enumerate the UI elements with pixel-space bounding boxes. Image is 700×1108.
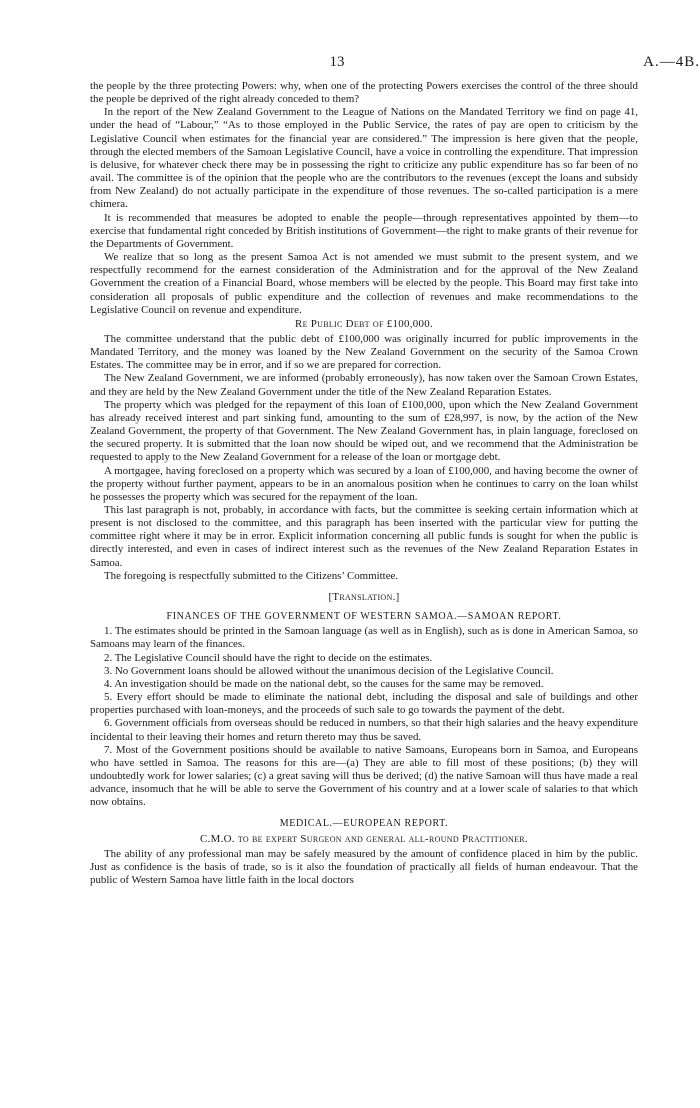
document-body [90,80,638,887]
list-item: 6. Government officials from overseas should be reduced in numbers, so that their high salaries and the heavy expenditure incidental to their leaving their homes and return thereto may thus be saved. [90,717,638,743]
list-item: 5. Every effort should be made to eliminate the national debt, including the disposal and sale of buildings and other properties purchased with loan-moneys, and the proceeds of such sale to go towards the payment of the debt. [90,691,638,717]
paragraph: In the report of the New Zealand Government to the League of Nations on the Mandated Territory we find on page 41, under the head of “Labour,” “As to those employed in the Public Service, the rates of pay are open to criticism by the Legislative Council when estimates for the financial year are considered.” The impression is here given that the people, through the elected members of the Samoan Legislative Council, have a voice in controlling the expenditure. That impression is delusive, for whatever check there may be in possessing the right to criticize any public expenditure has so far been of no avail. The committee is of the opinion that the people who are the contributors to the revenues (except the loans and subsidy from New Zealand) do not actually participate in the expenditure of those revenues. The so-called participation is a mere chimera. [90,106,638,211]
numbered-list [90,625,638,809]
paragraph: It is recommended that measures be adopted to enable the people—through representatives appointed by them—to exercise that fundamental right conceded by British institutions of Government—the right to make grants of their revenue for the Departments of Government. [90,211,638,250]
paragraph: The committee understand that the public debt of £100,000 was originally incurred for public improvements in the Mandated Territory, and the money was loaned by the New Zealand Government on the security of the Samoa Crown Estates. The committee may be in error, and if so we are prepared for correction. [90,332,638,372]
list-item: 2. The Legislative Council should have the right to decide on the estimates. [104,651,433,664]
list-item: 1. The estimates should be printed in the Samoan language (as well as in English), such as is done in American Samoa, so Samoans may learn of the finances. [90,625,638,651]
section-heading-finances: FINANCES OF THE GOVERNMENT OF WESTERN SAMOA.—SAMOAN REPORT. [166,611,562,623]
paragraph: The ability of any professional man may be safely measured by the amount of confidence placed in him by the public. Just as confidence is the basis of trade, so is it also the foundation of practically all fields of human endeavour. That the public of Western Samoa have little faith in the local doctors [90,847,638,887]
paragraph: the people by the three protecting Powers: why, when one of the protecting Powers exercises the control of the three should the people be deprived of the right already conceded to them? [90,80,638,106]
list-item: 7. Most of the Government positions should be available to native Samoans, Europeans born in Samoa, and Europeans who have settled in Samoa. The reasons for this are—(a) They are able to fill most of these positions; (b) they will undoubtedly work for lower salaries; (c) a great saving will thus be derived; (d) the native Samoan will thus have made a real advance, insomuch that he will be able to serve the Government of his country and at a lower scale of salaries to that which now obtains. [90,743,638,809]
section-subheading-cmo: C.M.O. to be expert Surgeon and general all-round Practitioner. [200,832,528,845]
paragraph: The New Zealand Government, we are informed (probably erroneously), has now taken over the Samoan Crown Estates, and they are held by the New Zealand Government under the title of the New Zealand Reparation Estates. [90,372,638,398]
list-item: 4. An investigation should be made on the national debt, so the causes for the same may be removed. [104,677,544,690]
paragraph: A mortgagee, having foreclosed on a property which was secured by a loan of £100,000, and having become the owner of the property without further payment, appears to be in an anomalous position when he continues to carry on the loan whilst he possesses the property which was secured for the repayment of the loan. [90,464,638,503]
section-heading-medical: MEDICAL.—EUROPEAN REPORT. [279,818,449,830]
paragraph: This last paragraph is not, probably, in accordance with facts, but the committee is seeking certain information which at present is not disclosed to the committee, and this paragraph has been inserted with the particular view for putting the committee right where it may be in error. Explicit information concerning all public funds is sought for when the public is directly interested, and even in cases of indirect interest such as the revenues of the New Zealand Reparation Estates in Samoa. [90,504,638,569]
paragraph: The foregoing is respectfully submitted to the Citizens’ Committee. [104,569,399,582]
document-reference: A.—4B. [643,54,700,70]
paragraph: We realize that so long as the present Samoa Act is not amended we must submit to the present system, and we respectfully recommend for the earnest consideration of the Administration and for the approval of the New Zealand Government the creation of a Financial Board, whose members will be elected by the people. This Board may first take into consideration all proposals of public expenditure and the collection of revenues and make recommendations to the Legislative Council on revenue and expenditure. [90,251,638,316]
page-number: 13 [329,54,345,70]
section-heading-public-debt: Re Public Debt of £100,000. [295,317,433,330]
paragraph: The property which was pledged for the repayment of this loan of £100,000, upon which the New Zealand Government has already received interest and part sinking fund, amounting to the sum of £28,997, is now, by the action of the New Zealand Government, the property of that Government. The New Zealand Government has, in plain language, foreclosed on the secured property. It is submitted that the loan now should be wiped out, and we recommend that the Administration be requested to apply to the New Zealand Government for a release of the loan or mortgage debt. [90,398,638,464]
translation-label: [Translation.] [328,590,400,603]
list-item: 3. No Government loans should be allowed without the unanimous decision of the Legislative Council. [104,664,554,677]
